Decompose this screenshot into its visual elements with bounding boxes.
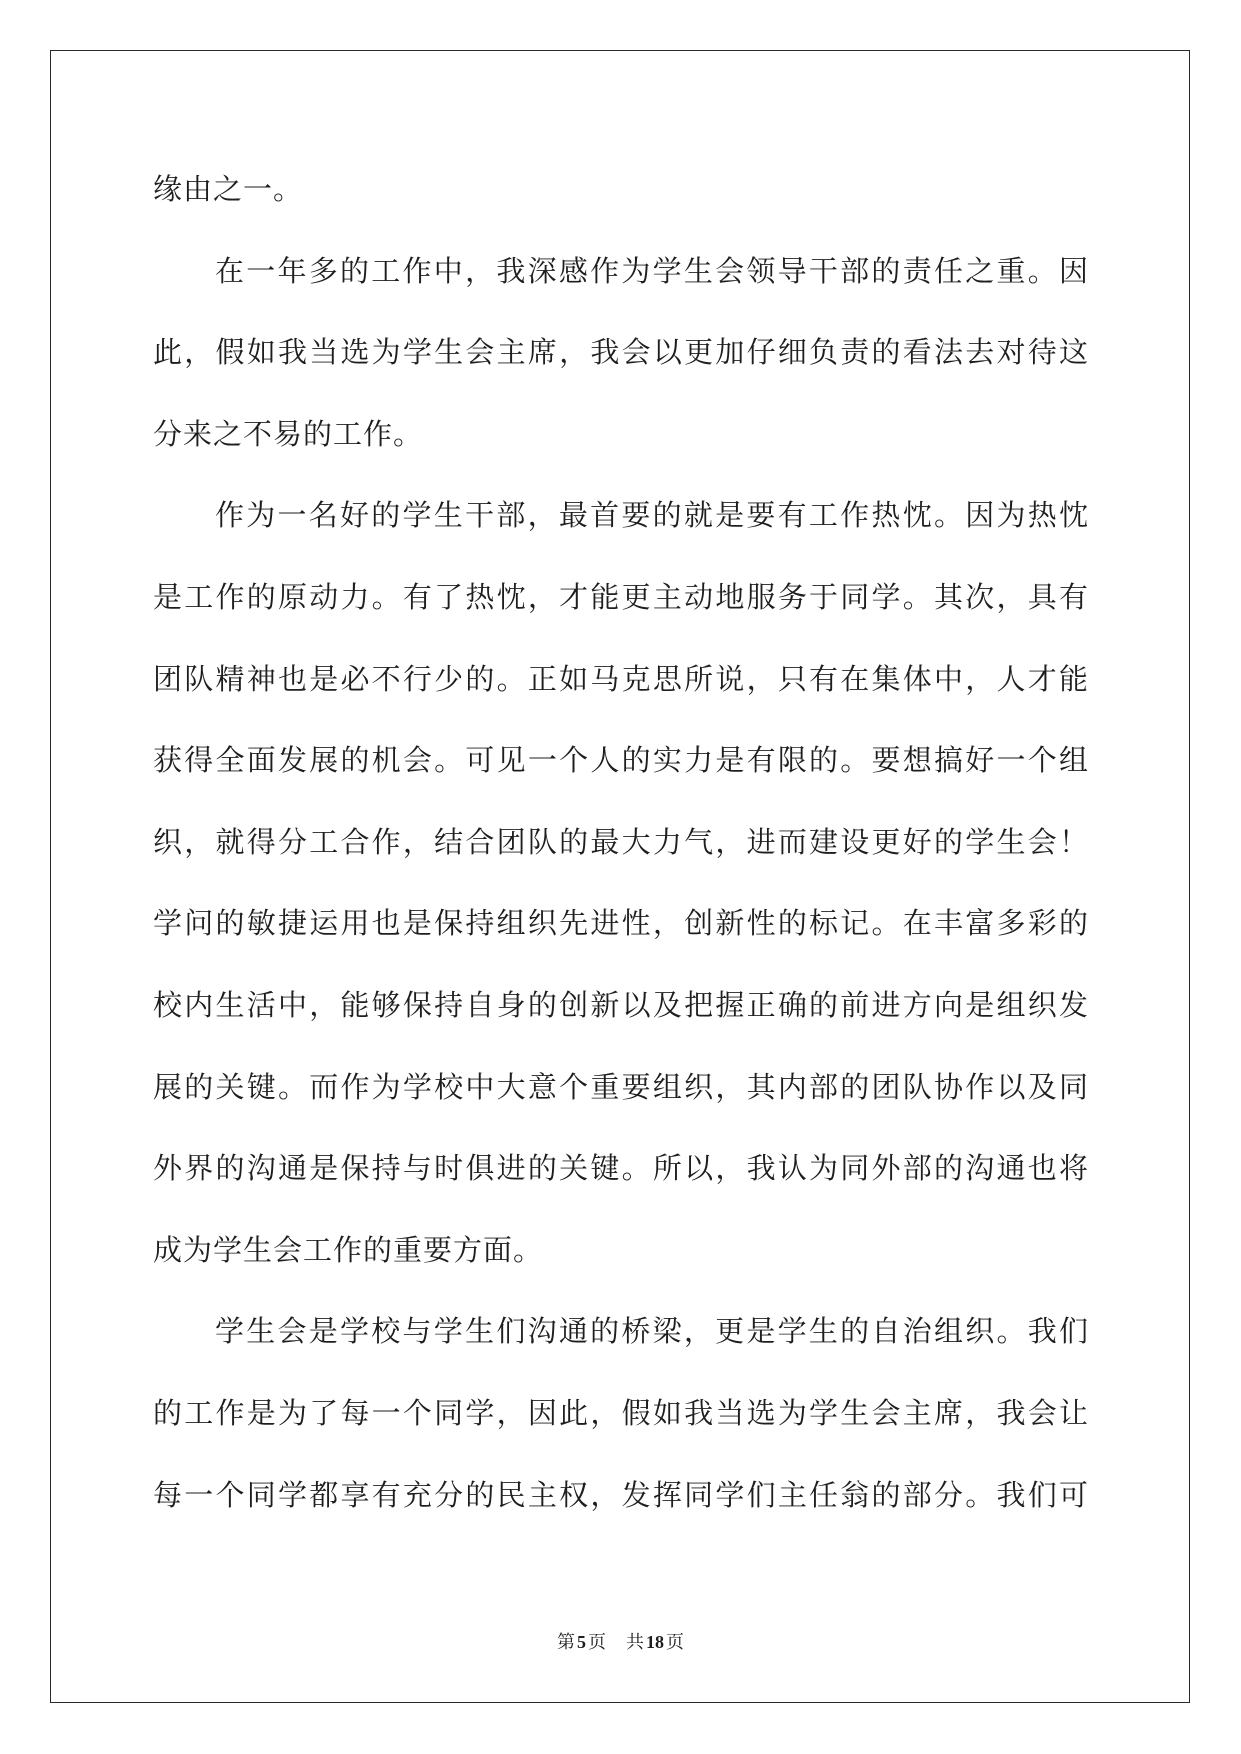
body-text-line: 团队精神也是必不行少的。正如马克思所说，只有在集体中，人才能	[153, 661, 1089, 696]
body-text-line: 分来之不易的工作。	[153, 416, 424, 451]
body-text-line: 校内生活中，能够保持自身的创新以及把握正确的前进方向是组织发	[153, 987, 1089, 1022]
body-text-line: 在一年多的工作中，我深感作为学生会领导干部的责任之重。因	[215, 253, 1089, 288]
paragraph	[153, 475, 1089, 1291]
page-number-value: 5	[577, 1632, 586, 1652]
page-total-value: 18	[646, 1632, 664, 1652]
body-text-line: 作为一名好的学生干部，最首要的就是要有工作热忱。因为热忱	[215, 498, 1089, 533]
paragraph	[153, 231, 1089, 476]
body-text-line: 织，就得分工合作，结合团队的最大力气，进而建设更好的学生会！	[153, 824, 1089, 859]
body-text-line: 学问的敏捷运用也是保持组织先进性，创新性的标记。在丰富多彩的	[153, 906, 1089, 941]
body-text-line: 获得全面发展的机会。可见一个人的实力是有限的。要想搞好一个组	[153, 743, 1089, 778]
paragraph	[153, 149, 1089, 231]
page-number-prefix: 第	[557, 1632, 575, 1652]
page-footer	[0, 1629, 1241, 1655]
body-text-line: 成为学生会工作的重要方面。	[153, 1232, 544, 1267]
page-total-suffix: 页	[666, 1632, 684, 1652]
page-total	[626, 1632, 684, 1652]
body-text-line: 的工作是为了每一个同学，因此，假如我当选为学生会主席，我会让	[153, 1395, 1089, 1430]
page-number-suffix: 页	[588, 1632, 606, 1652]
body-text-line: 外界的沟通是保持与时俱进的关键。所以，我认为同外部的沟通也将	[153, 1151, 1089, 1186]
body-text-line: 学生会是学校与学生们沟通的桥梁，更是学生的自治组织。我们	[215, 1314, 1089, 1349]
body-text-line: 缘由之一。	[153, 172, 304, 206]
page-number	[557, 1632, 606, 1652]
body-text-line: 是工作的原动力。有了热忱，才能更主动地服务于同学。其次，具有	[153, 579, 1089, 614]
body-text-line: 每一个同学都享有充分的民主权，发挥同学们主任翁的部分。我们可	[153, 1477, 1089, 1512]
body-text-line: 展的关键。而作为学校中大意个重要组织，其内部的团队协作以及同	[153, 1069, 1089, 1104]
body-text-line: 此，假如我当选为学生会主席，我会以更加仔细负责的看法去对待这	[153, 335, 1089, 370]
paragraph	[153, 1291, 1089, 1536]
document-body	[153, 149, 1089, 1536]
page-total-prefix: 共	[626, 1632, 644, 1652]
